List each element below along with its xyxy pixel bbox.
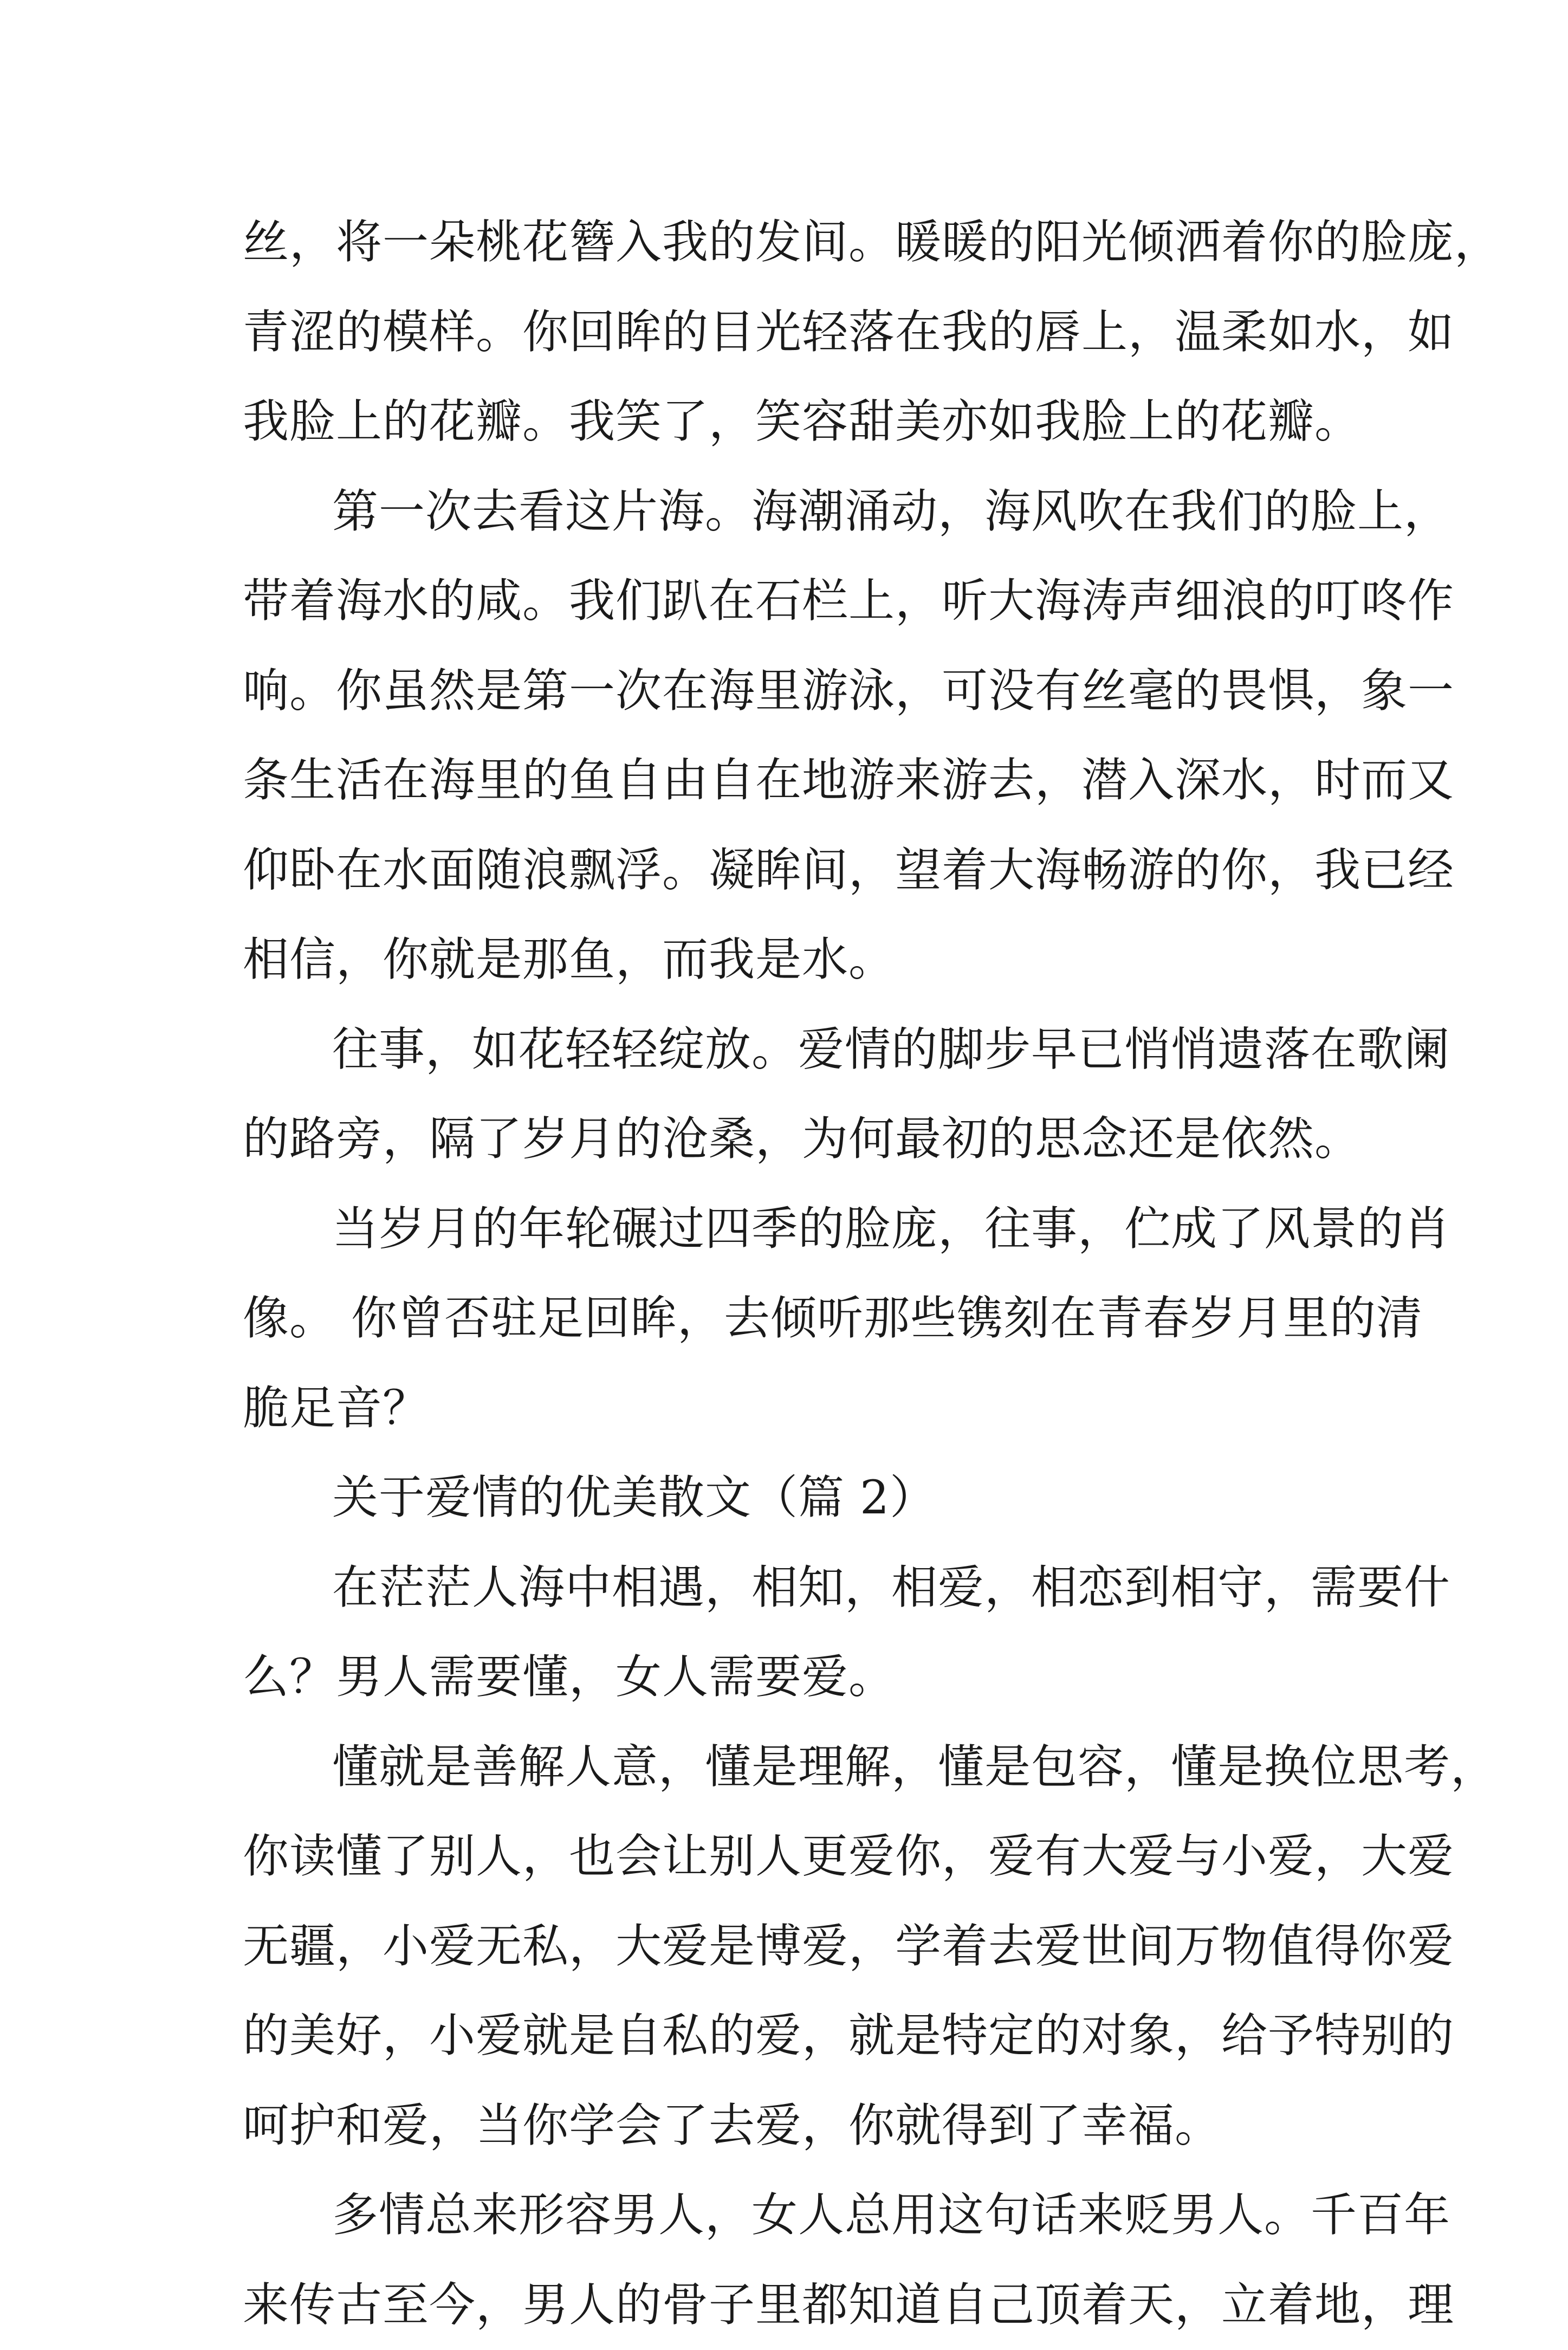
text-line: 在茫茫人海中相遇，相知，相爱，相恋到相守，需要什 — [243, 1543, 1337, 1633]
text-line: 来传古至今，男人的骨子里都知道自己顶着天，立着地，理 — [243, 2261, 1337, 2350]
text-line: 相信，你就是那鱼，而我是水。 — [243, 915, 1337, 1005]
text-line: 仰卧在水面随浪飘浮。凝眸间，望着大海畅游的你，我已经 — [243, 826, 1337, 916]
text-line: 条生活在海里的鱼自由自在地游来游去，潜入深水，时而又 — [243, 736, 1337, 826]
text-line: 像。 你曾否驻足回眸，去倾听那些镌刻在青春岁月里的清 — [243, 1274, 1337, 1364]
section-heading: 关于爱情的优美散文（篇 2） — [243, 1453, 1337, 1543]
text-line: 的美好，小爱就是自私的爱，就是特定的对象，给予特别的 — [243, 1991, 1337, 2081]
text-line: 的路旁，隔了岁月的沧桑，为何最初的思念还是依然。 — [243, 1095, 1337, 1184]
text-line: 么？男人需要懂，女人需要爱。 — [243, 1633, 1337, 1723]
text-line: 懂就是善解人意，懂是理解，懂是包容，懂是换位思考， — [243, 1723, 1337, 1812]
document-body — [243, 198, 1337, 2350]
text-line: 响。你虽然是第一次在海里游泳，可没有丝毫的畏惧，象一 — [243, 646, 1337, 736]
text-line: 丝，将一朵桃花簪入我的发间。暖暖的阳光倾洒着你的脸庞， — [243, 198, 1337, 288]
text-line: 你读懂了别人，也会让别人更爱你，爱有大爱与小爱，大爱 — [243, 1812, 1337, 1902]
text-line: 脆足音？ — [243, 1364, 1337, 1454]
text-line: 我脸上的花瓣。我笑了，笑容甜美亦如我脸上的花瓣。 — [243, 377, 1337, 467]
text-line: 呵护和爱，当你学会了去爱，你就得到了幸福。 — [243, 2081, 1337, 2171]
text-line: 青涩的模样。你回眸的目光轻落在我的唇上，温柔如水，如 — [243, 288, 1337, 378]
text-line: 第一次去看这片海。海潮涌动，海风吹在我们的脸上， — [243, 467, 1337, 557]
text-line: 无疆，小爱无私，大爱是博爱，学着去爱世间万物值得你爱 — [243, 1902, 1337, 1992]
text-line: 往事，如花轻轻绽放。爱情的脚步早已悄悄遗落在歌阑 — [243, 1005, 1337, 1095]
text-line: 多情总来形容男人，女人总用这句话来贬男人。千百年 — [243, 2171, 1337, 2261]
text-line: 带着海水的咸。我们趴在石栏上，听大海涛声细浪的叮咚作 — [243, 556, 1337, 646]
text-line: 当岁月的年轮碾过四季的脸庞，往事，伫成了风景的肖 — [243, 1184, 1337, 1274]
